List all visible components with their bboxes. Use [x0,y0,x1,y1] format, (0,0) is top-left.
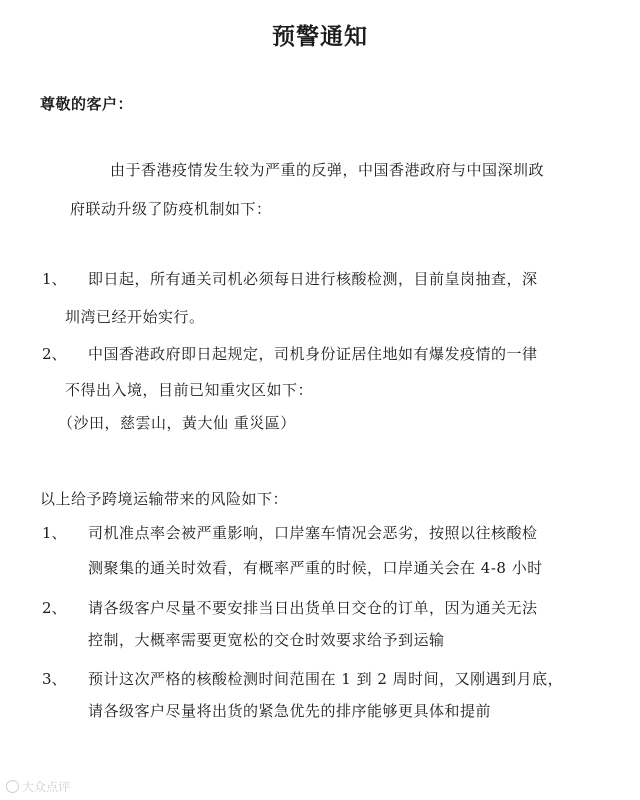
measure-2-line-3: （沙田，慈雲山，黃大仙 重災區） [58,414,296,432]
greeting: 尊敬的客户： [40,95,134,113]
risk-3-line-2: 请各级客户尽量将出货的紧急优先的排序能够更具体和提前 [88,702,492,720]
risk-1-line-2: 测聚集的通关时效看，有概率严重的时候，口岸通关会在 4-8 小时 [88,559,543,577]
watermark [6,778,70,795]
risk-3-number: 3、 [42,670,67,688]
watermark-text: 大众点评 [22,780,71,794]
circle-logo-icon [6,780,19,793]
risk-2-line-1: 请各级客户尽量不要安排当日出货单日交仓的订单，因为通关无法 [88,599,538,617]
intro-line-1: 由于香港疫情发生较为严重的反弹，中国香港政府与中国深圳政 [110,161,545,179]
risk-heading: 以上给予跨境运输带来的风险如下： [40,490,289,508]
measure-2-line-2: 不得出入境，目前已知重灾区如下： [65,381,314,399]
intro-line-2: 府联动升级了防疫机制如下： [70,200,272,218]
risk-1-number: 1、 [42,524,67,542]
measure-1-line-2: 圳湾已经开始实行。 [65,308,205,326]
measure-2-number: 2、 [42,345,67,363]
measure-2-line-1: 中国香港政府即日起规定，司机身份证居住地如有爆发疫情的一律 [88,345,538,363]
risk-3-line-1: 预计这次严格的核酸检测时间范围在 1 到 2 周时间，又刚遇到月底， [88,670,564,688]
risk-2-number: 2、 [42,599,67,617]
risk-2-line-2: 控制，大概率需要更宽松的交仓时效要求给予到运输 [88,631,445,649]
measure-1-line-1: 即日起，所有通关司机必须每日进行核酸检测，目前皇岗抽查，深 [88,270,538,288]
measure-1-number: 1、 [42,270,67,288]
risk-1-line-1: 司机准点率会被严重影响，口岸塞车情况会恶劣，按照以往核酸检 [88,524,538,542]
document-title: 预警通知 [272,23,368,50]
